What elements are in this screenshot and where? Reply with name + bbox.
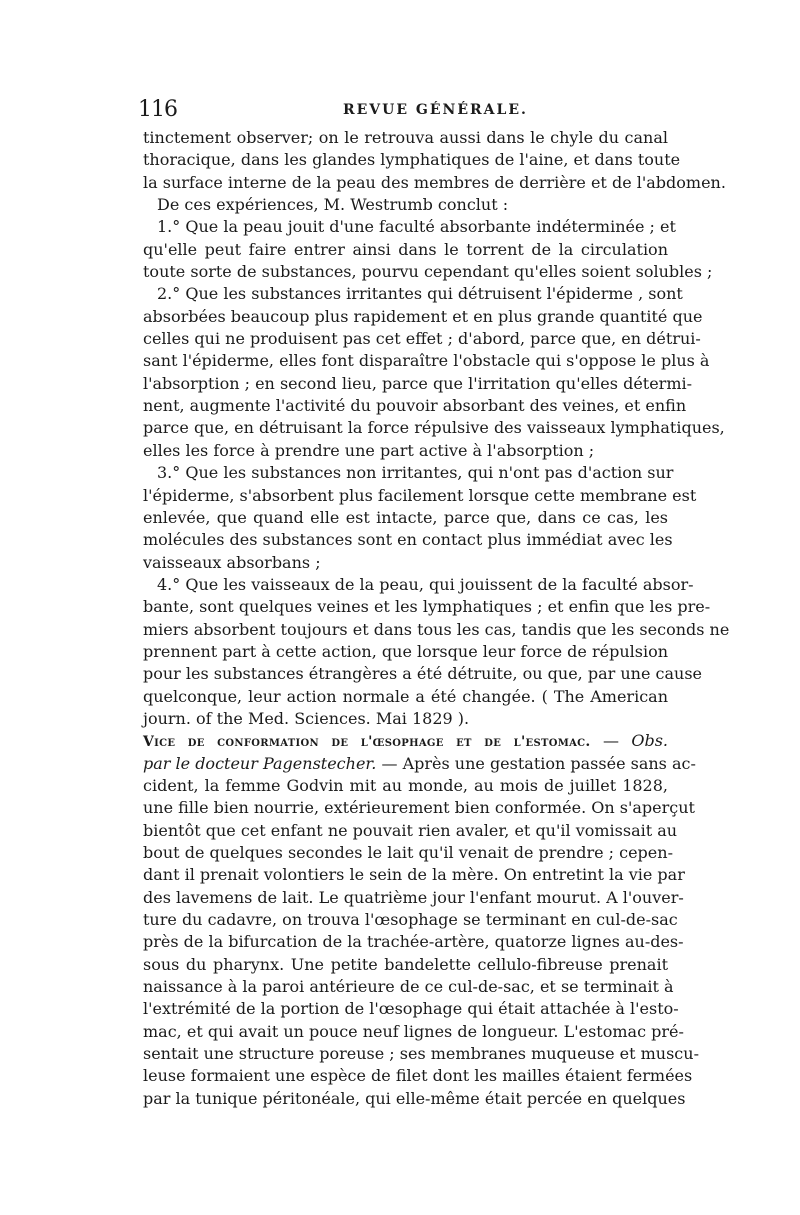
text-line: dant il prenait volontiers le sein de la mère. On entretint la vie par <box>143 865 685 885</box>
page-header <box>138 96 666 126</box>
text-line: près de la bifurcation de la trachée-artère, quatorze lignes au-des- <box>143 932 684 952</box>
text-line: thoracique, dans les glandes lymphatiques de l'aine, et dans toute <box>143 150 681 170</box>
text-line: pour les substances étrangères a été détruite, ou que, par une cause <box>143 664 703 684</box>
text-line: prennent part à cette action, que lorsque leur force de répulsion <box>143 641 668 661</box>
text-line: quelconque, leur action normale a été changée. ( The American <box>143 686 668 706</box>
page-number: 116 <box>138 97 177 122</box>
heading-dash: — <box>590 731 632 751</box>
text-line: l'absorption ; en second lieu, parce que l'irritation qu'elles détermi- <box>143 373 693 393</box>
text-line: 2.° Que les substances irritantes qui détruisent l'épiderme , sont <box>157 284 683 304</box>
text-line: naissance à la paroi antérieure de ce cul-de-sac, et se terminait à <box>143 977 674 997</box>
running-head: REVUE GÉNÉRALE. <box>343 102 528 118</box>
text-line: absorbées beaucoup plus rapidement et en plus grande quantité que <box>143 306 703 326</box>
text-line: 3.° Que les substances non irritantes, qui n'ont pas d'action sur <box>157 463 674 483</box>
text-line: bientôt que cet enfant ne pouvait rien avaler, et qu'il vomissait au <box>143 820 678 840</box>
text-line: ture du cadavre, on trouva l'œsophage se terminant en cul-de-sac <box>143 910 678 930</box>
text-span: — Après une gestation passée sans ac- <box>376 753 696 773</box>
text-line: enlevée, que quand elle est intacte, parce que, dans ce cas, les <box>143 507 668 527</box>
text-line: elles les force à prendre une part active à l'absorption ; <box>143 440 595 460</box>
section-heading: Vice de conformation de l'œsophage et de l'estomac. <box>143 734 591 751</box>
body-text <box>143 127 730 1110</box>
text-line: sous du pharynx. Une petite bandelette cellulo-fibreuse prenait <box>143 954 668 974</box>
text-line: journ. of the Med. Sciences. Mai 1829 ). <box>143 708 470 728</box>
text-line: mac, et qui avait un pouce neuf lignes de longueur. L'estomac pré- <box>143 1021 684 1041</box>
text-line: 4.° Que les vaisseaux de la peau, qui jouissent de la faculté absor- <box>157 574 694 594</box>
text-line: 1.° Que la peau jouit d'une faculté absorbante indéterminée ; et <box>157 217 676 237</box>
text-line: l'extrémité de la portion de l'œsophage qui était attachée à l'esto- <box>143 999 679 1019</box>
text-line: vaisseaux absorbans ; <box>143 552 321 572</box>
text-line: cident, la femme Godvin mit au monde, au mois de juillet 1828, <box>143 775 668 795</box>
text-line: celles qui ne produisent pas cet effet ; d'abord, parce que, en détrui- <box>143 329 701 349</box>
obs-label: Obs. <box>631 731 668 751</box>
text-line: parce que, en détruisant la force répulsive des vaisseaux lymphatiques, <box>143 418 725 438</box>
text-line: l'épiderme, s'absorbent plus facilement lorsque cette membrane est <box>143 485 697 505</box>
section-heading-line <box>143 730 668 752</box>
text-line: De ces expériences, M. Westrumb conclut : <box>157 195 509 215</box>
text-line: bante, sont quelques veines et les lymphatiques ; et enfin que les pre- <box>143 597 711 617</box>
text-line: molécules des substances sont en contact plus immédiat avec les <box>143 530 673 550</box>
text-line: toute sorte de substances, pourvu cependant qu'elles soient solubles ; <box>143 262 713 282</box>
text-line: bout de quelques secondes le lait qu'il venait de prendre ; cepen- <box>143 843 673 862</box>
text-line: qu'elle peut faire entrer ainsi dans le torrent de la circulation <box>143 239 668 259</box>
text-line: sant l'épiderme, elles font disparaître l'obstacle qui s'oppose le plus à <box>143 351 710 371</box>
text-line: sentait une structure poreuse ; ses membranes muqueuse et muscu- <box>143 1044 699 1064</box>
text-line: miers absorbent toujours et dans tous les cas, tandis que les seconds ne <box>143 619 730 639</box>
text-line: leuse formaient une espèce de filet dont les mailles étaient fermées <box>143 1066 693 1086</box>
text-line: par la tunique péritonéale, qui elle-même était percée en quelques <box>143 1088 686 1108</box>
byline: par le docteur Pagenstecher. <box>143 753 377 773</box>
text-line: nent, augmente l'activité du pouvoir absorbant des veines, et enfin <box>143 396 687 416</box>
byline-line <box>143 753 696 775</box>
text-line: des lavemens de lait. Le quatrième jour l'enfant mourut. A l'ouver- <box>143 887 684 907</box>
text-line: la surface interne de la peau des membres de derrière et de l'abdomen. <box>143 172 726 192</box>
text-line: tinctement observer; on le retrouva aussi dans le chyle du canal <box>143 128 668 147</box>
text-line: une fille bien nourrie, extérieurement bien conformée. On s'aperçut <box>143 798 695 818</box>
